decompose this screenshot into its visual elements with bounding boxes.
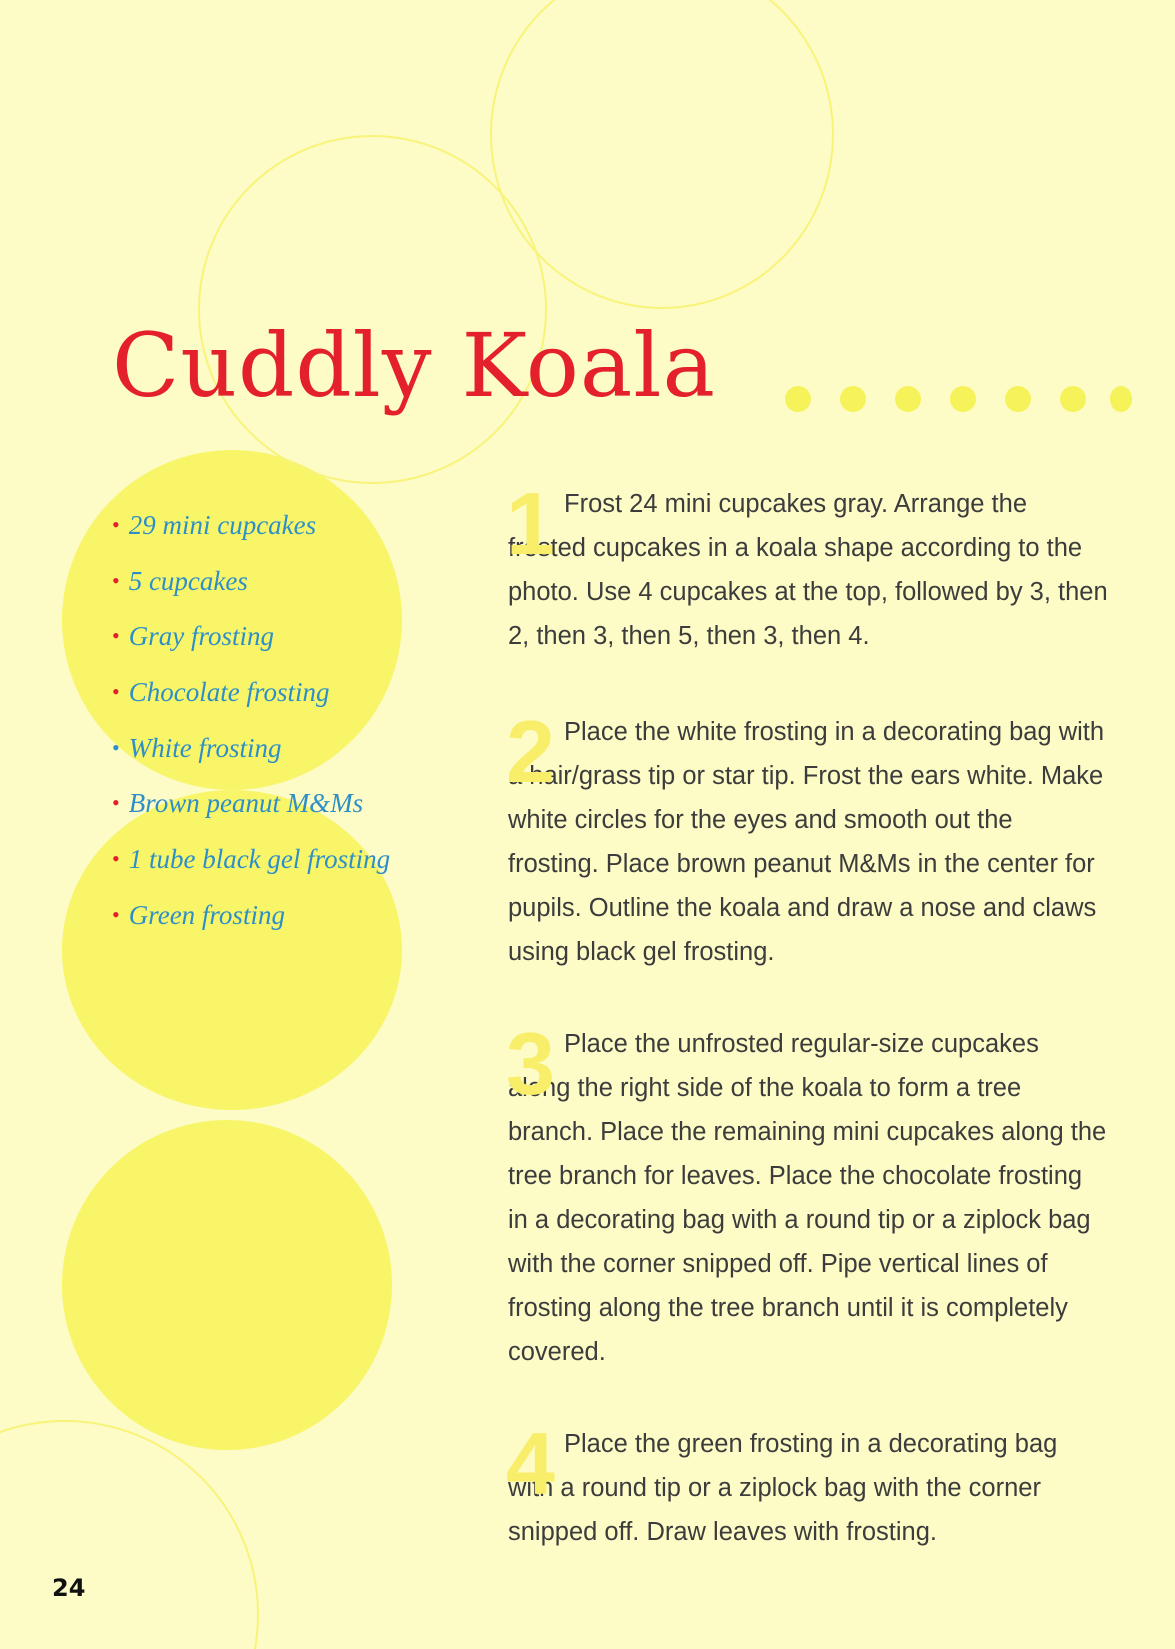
decor-dot bbox=[1060, 386, 1086, 412]
ingredient-item bbox=[112, 788, 390, 844]
ingredient-item bbox=[112, 844, 390, 900]
step-4 bbox=[506, 1414, 1108, 1554]
ingredient-text: 5 cupcakes bbox=[128, 565, 248, 596]
step-text bbox=[506, 474, 1108, 658]
step-text bbox=[506, 702, 1108, 974]
ingredient-text: Brown peanut M&Ms bbox=[128, 788, 364, 819]
page-number: 24 bbox=[52, 1574, 86, 1602]
bullet-icon: • bbox=[112, 623, 120, 649]
ingredient-item bbox=[112, 566, 390, 622]
bullet-icon: • bbox=[112, 790, 120, 816]
step-text-content: Place the white frosting in a decorating bag with a hair/grass tip or star tip. Frost the ears white. Make white circles for the eyes and smooth out the frosting. Place brown peanut M&Ms in the center for pupils. Outline the koala and draw a nose and claws using black gel frosting. bbox=[508, 718, 1105, 966]
step-2 bbox=[506, 702, 1108, 974]
bullet-icon: • bbox=[112, 901, 120, 927]
bullet-icon: • bbox=[112, 567, 120, 593]
bullet-icon: • bbox=[112, 846, 120, 872]
ingredient-item bbox=[112, 677, 390, 733]
decor-dot bbox=[895, 386, 921, 412]
decor-ring-3 bbox=[0, 1420, 259, 1649]
step-text bbox=[506, 1014, 1108, 1374]
decor-dot bbox=[840, 386, 866, 412]
ingredient-text: Gray frosting bbox=[128, 621, 274, 652]
step-text-content: Place the unfrosted regular-size cupcakes along the right side of the koala to form a tree branch. Place the remaining mini cupcakes along the tree branch for leaves. Place the chocolate frosting in a decorating bag with a round tip or a ziplock bag with the corner snipped off. Pipe vertical lines of frosting along the tree branch until it is completely covered. bbox=[508, 1030, 1107, 1366]
ingredient-text: 1 tube black gel frosting bbox=[128, 844, 391, 875]
decor-disc-3 bbox=[62, 1120, 392, 1450]
step-number: 2 bbox=[506, 702, 555, 801]
bullet-icon: • bbox=[112, 734, 120, 760]
step-text bbox=[506, 1414, 1108, 1554]
decor-dot bbox=[1005, 386, 1031, 412]
bullet-icon: • bbox=[112, 679, 120, 705]
step-text-content: Frost 24 mini cupcakes gray. Arrange the frosted cupcakes in a koala shape according to the photo. Use 4 cupcakes at the top, followed by 3, then 2, then 3, then 5, then 3, then 4. bbox=[508, 490, 1108, 650]
bullet-icon: • bbox=[112, 512, 120, 537]
step-number: 3 bbox=[506, 1014, 555, 1113]
ingredient-text: Green frosting bbox=[128, 899, 285, 930]
ingredient-text: Chocolate frosting bbox=[128, 677, 330, 708]
decor-dot bbox=[950, 386, 976, 412]
decor-dot bbox=[785, 386, 811, 412]
ingredient-item bbox=[112, 510, 390, 566]
ingredient-item bbox=[112, 621, 390, 677]
ingredient-text: White frosting bbox=[128, 732, 282, 763]
step-number: 4 bbox=[506, 1414, 555, 1513]
step-1 bbox=[506, 474, 1108, 658]
decor-ring-1 bbox=[198, 135, 547, 484]
ingredient-item bbox=[112, 900, 390, 956]
ingredient-text: 29 mini cupcakes bbox=[128, 510, 317, 540]
ingredients-list bbox=[112, 510, 390, 956]
step-text-content: Place the green frosting in a decorating bag with a round tip or a ziplock bag with the corner snipped off. Draw leaves with frosting. bbox=[508, 1430, 1058, 1546]
step-3 bbox=[506, 1014, 1108, 1374]
ingredient-item bbox=[112, 733, 390, 789]
recipe-title: Cuddly Koala bbox=[112, 314, 716, 417]
decor-dot bbox=[1110, 386, 1132, 412]
step-number: 1 bbox=[506, 474, 555, 573]
decor-ring-2 bbox=[490, 0, 834, 309]
